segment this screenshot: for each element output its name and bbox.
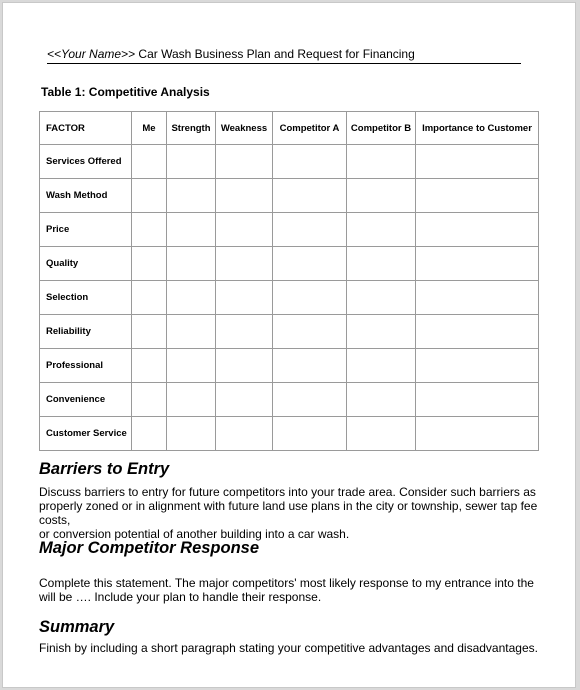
cell-importance[interactable]	[416, 383, 539, 417]
cell-importance[interactable]	[416, 281, 539, 315]
page-header	[47, 47, 521, 64]
cell-competitor-a[interactable]	[273, 383, 347, 417]
cell-strength[interactable]	[167, 315, 216, 349]
table-row	[40, 281, 539, 315]
row-label-price: Price	[40, 213, 132, 247]
paragraph-major-competitor-response	[39, 576, 549, 604]
paragraph-line: properly zoned or in alignment with future land use plans in the city or township, sewer tap fee costs,	[39, 499, 538, 527]
table-row	[40, 213, 539, 247]
cell-competitor-a[interactable]	[273, 213, 347, 247]
cell-competitor-b[interactable]	[347, 281, 416, 315]
cell-me[interactable]	[132, 281, 167, 315]
cell-weakness[interactable]	[216, 281, 273, 315]
paragraph-line: will be …. Include your plan to handle their response.	[39, 590, 322, 604]
column-header-strength: Strength	[167, 112, 216, 145]
cell-importance[interactable]	[416, 179, 539, 213]
cell-me[interactable]	[132, 213, 167, 247]
cell-strength[interactable]	[167, 179, 216, 213]
document-page	[2, 2, 576, 688]
cell-importance[interactable]	[416, 247, 539, 281]
cell-weakness[interactable]	[216, 213, 273, 247]
paragraph-summary	[39, 641, 549, 655]
cell-weakness[interactable]	[216, 179, 273, 213]
cell-importance[interactable]	[416, 417, 539, 451]
cell-me[interactable]	[132, 179, 167, 213]
cell-importance[interactable]	[416, 213, 539, 247]
cell-competitor-a[interactable]	[273, 417, 347, 451]
row-label-customer-service: Customer Service	[40, 417, 132, 451]
column-header-competitor-b: Competitor B	[347, 112, 416, 145]
cell-me[interactable]	[132, 247, 167, 281]
table-row	[40, 417, 539, 451]
cell-weakness[interactable]	[216, 145, 273, 179]
table-row	[40, 145, 539, 179]
name-placeholder: <<Your Name>>	[47, 47, 136, 61]
cell-competitor-a[interactable]	[273, 179, 347, 213]
cell-competitor-a[interactable]	[273, 315, 347, 349]
cell-competitor-a[interactable]	[273, 281, 347, 315]
cell-strength[interactable]	[167, 281, 216, 315]
row-label-quality: Quality	[40, 247, 132, 281]
table-caption: Table 1: Competitive Analysis	[41, 85, 210, 99]
competitive-analysis-table	[39, 111, 539, 451]
column-header-importance: Importance to Customer	[416, 112, 539, 145]
column-header-competitor-a: Competitor A	[273, 112, 347, 145]
cell-competitor-b[interactable]	[347, 145, 416, 179]
cell-weakness[interactable]	[216, 383, 273, 417]
cell-me[interactable]	[132, 417, 167, 451]
cell-strength[interactable]	[167, 349, 216, 383]
cell-weakness[interactable]	[216, 247, 273, 281]
cell-importance[interactable]	[416, 349, 539, 383]
cell-me[interactable]	[132, 145, 167, 179]
cell-strength[interactable]	[167, 383, 216, 417]
paragraph-line: or conversion potential of another building into a car wash.	[39, 527, 350, 541]
paragraph-line: Discuss barriers to entry for future competitors into your trade area. Consider such barriers as	[39, 485, 536, 499]
cell-strength[interactable]	[167, 417, 216, 451]
document-title: Car Wash Business Plan and Request for Financing	[135, 47, 415, 61]
table-row	[40, 179, 539, 213]
cell-competitor-a[interactable]	[273, 349, 347, 383]
table-row	[40, 315, 539, 349]
cell-competitor-b[interactable]	[347, 179, 416, 213]
column-header-weakness: Weakness	[216, 112, 273, 145]
cell-competitor-b[interactable]	[347, 383, 416, 417]
row-label-services-offered: Services Offered	[40, 145, 132, 179]
paragraph-barriers-to-entry	[39, 485, 549, 541]
cell-weakness[interactable]	[216, 417, 273, 451]
cell-importance[interactable]	[416, 315, 539, 349]
heading-summary: Summary	[39, 618, 115, 636]
row-label-convenience: Convenience	[40, 383, 132, 417]
paragraph-line: Finish by including a short paragraph stating your competitive advantages and disadvantages.	[39, 641, 538, 655]
cell-competitor-b[interactable]	[347, 349, 416, 383]
cell-competitor-b[interactable]	[347, 417, 416, 451]
cell-importance[interactable]	[416, 145, 539, 179]
row-label-reliability: Reliability	[40, 315, 132, 349]
column-header-factor: FACTOR	[40, 112, 132, 145]
cell-competitor-b[interactable]	[347, 213, 416, 247]
heading-barriers-to-entry: Barriers to Entry	[39, 460, 170, 478]
cell-strength[interactable]	[167, 247, 216, 281]
heading-major-competitor-response: Major Competitor Response	[39, 539, 260, 557]
cell-me[interactable]	[132, 315, 167, 349]
cell-weakness[interactable]	[216, 315, 273, 349]
cell-weakness[interactable]	[216, 349, 273, 383]
cell-competitor-a[interactable]	[273, 247, 347, 281]
table-row	[40, 247, 539, 281]
cell-me[interactable]	[132, 349, 167, 383]
cell-strength[interactable]	[167, 145, 216, 179]
cell-competitor-a[interactable]	[273, 145, 347, 179]
paragraph-line: Complete this statement. The major competitors' most likely response to my entrance into the	[39, 576, 534, 590]
row-label-selection: Selection	[40, 281, 132, 315]
column-header-me: Me	[132, 112, 167, 145]
cell-competitor-b[interactable]	[347, 247, 416, 281]
cell-strength[interactable]	[167, 213, 216, 247]
table-row	[40, 383, 539, 417]
row-label-professional: Professional	[40, 349, 132, 383]
table-row	[40, 349, 539, 383]
row-label-wash-method: Wash Method	[40, 179, 132, 213]
table-header-row	[40, 112, 539, 145]
cell-competitor-b[interactable]	[347, 315, 416, 349]
cell-me[interactable]	[132, 383, 167, 417]
